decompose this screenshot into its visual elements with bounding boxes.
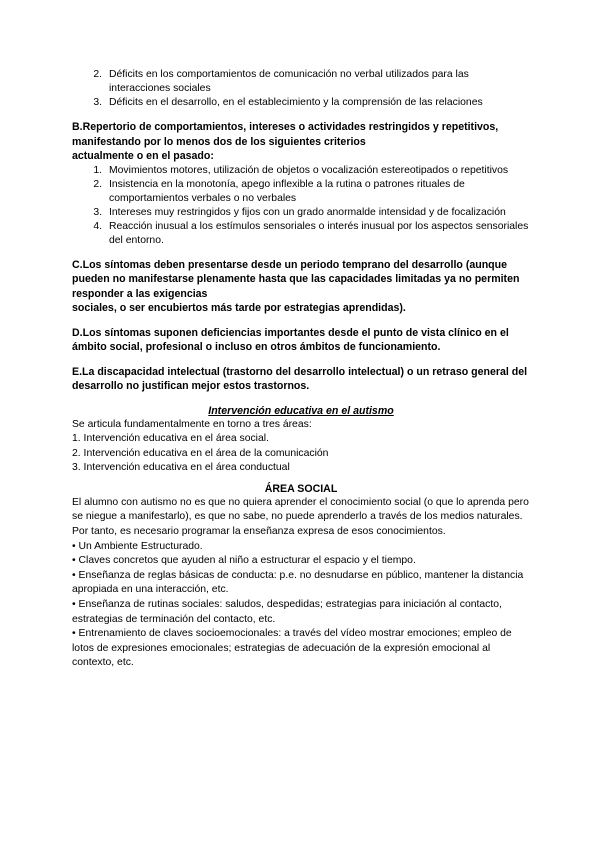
list-text: Reacción inusual a los estímulos sensoriales o interés inusual por los aspectos sensoriales del entorno. <box>109 220 529 246</box>
list-number: 2. <box>93 69 102 80</box>
intervencion-item: 2. Intervención educativa en el área de la comunicación <box>72 447 329 459</box>
bullet-item: • Enseñanza de reglas básicas de conducta: p.e. no desnudarse en público, mantener la distancia apropiada en una interacción, etc. <box>72 569 524 596</box>
list-number: 1. <box>93 164 102 176</box>
list-text: Movimientos motores, utilización de objetos o vocalización estereotipados o repetitivos <box>109 164 509 176</box>
list-item <box>82 96 530 110</box>
criteria-c-text-cont: sociales, o ser encubiertos más tarde por estrategias aprendidas). <box>72 302 406 314</box>
list-item <box>82 164 530 178</box>
list-text: Déficits en el desarrollo, en el establecimiento y la comprensión de las relaciones <box>109 97 483 108</box>
bullet-item: • Enseñanza de rutinas sociales: saludos, despedidas; estrategias para iniciación al contacto, estrategias de terminación del contacto, etc. <box>72 599 502 625</box>
criteria-b-title-cont: actualmente o en el pasado: <box>72 150 214 162</box>
intervencion-item: 3. Intervención educativa en el área conductual <box>72 462 290 474</box>
list-text: Intereses muy restringidos y fijos con un grado anormalde intensidad y de focalización <box>109 206 506 218</box>
list-item <box>82 178 530 206</box>
list-text: Déficits en los comportamientos de comunicación no verbal utilizados para las interacciones sociales <box>109 69 469 94</box>
criteria-b <box>72 120 530 248</box>
list-item <box>82 220 530 248</box>
criteria-c-text: C.Los síntomas deben presentarse desde un periodo temprano del desarrollo (aunque pueden no manifestarse plenamente hasta que las capacidades limitadas ya no permiten responder a las exigencias <box>72 258 520 300</box>
list-item <box>82 68 530 96</box>
list-number: 2. <box>93 178 102 190</box>
area-social-paragraph: El alumno con autismo no es que no quiera aprender el conocimiento social (o que lo aprenda pero se niegue a manifestarlo), es que no sabe, no puede aprenderlo a través de los medios naturales. Por tanto, es necesario programar la enseñanza expresa de esos conocimientos. <box>72 496 529 538</box>
area-social-title: ÁREA SOCIAL <box>264 482 338 495</box>
intervencion-heading <box>72 404 530 418</box>
criteria-a-list-continued <box>72 68 530 110</box>
list-number: 3. <box>93 206 102 218</box>
criteria-b-title: B.Repertorio de comportamientos, intereses o actividades restringidos y repetitivos, manifestando por lo menos dos de los siguientes criterios <box>72 121 499 148</box>
list-item <box>82 206 530 220</box>
list-number: 4. <box>93 220 102 232</box>
bullet-item: • Claves concretos que ayuden al niño a estructurar el espacio y el tiempo. <box>72 555 416 567</box>
intervencion-intro: Se articula fundamentalmente en torno a tres áreas: <box>72 418 312 430</box>
intervencion-item: 1. Intervención educativa en el área social. <box>72 433 269 445</box>
document-page <box>72 68 530 671</box>
intervencion-title: Intervención educativa en el autismo <box>208 404 394 417</box>
criteria-b-list <box>72 164 530 248</box>
list-number: 3. <box>93 97 102 108</box>
bullet-item: • Un Ambiente Estructurado. <box>72 540 203 552</box>
criteria-e: E.La discapacidad intelectual (trastorno del desarrollo intelectual) o un retraso general del desarrollo no justifican mejor estos trastornos. <box>72 365 528 392</box>
bullet-item: • Entrenamiento de claves socioemocionales: a través del vídeo mostrar emociones; empleo de lotos de expresiones emocionales; estrategias de adecuación de la expresión emocional al contexto, etc. <box>72 628 512 669</box>
list-text: Insistencia en la monotonía, apego inflexible a la rutina o patrones rituales de comportamientos verbales o no verbales <box>109 178 465 204</box>
criteria-c <box>72 258 530 316</box>
criteria-d: D.Los síntomas suponen deficiencias importantes desde el punto de vista clínico en el ámbito social, profesional o incluso en otros ámbitos de funcionamiento. <box>72 326 509 353</box>
